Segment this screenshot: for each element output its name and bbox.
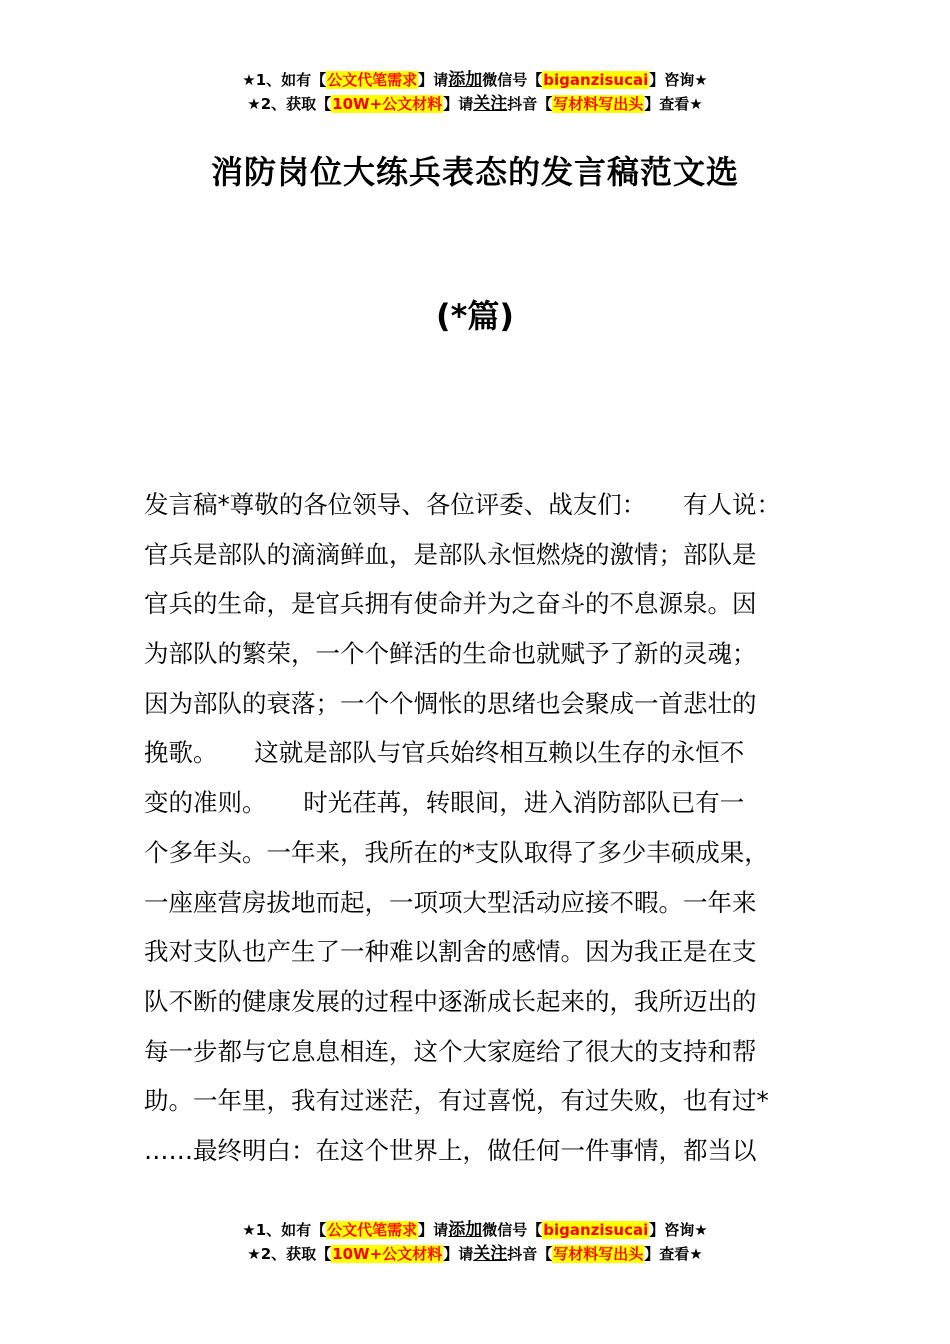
highlight-douyin: 写材料写出头 xyxy=(553,95,644,113)
banner-emphasis: 关注 xyxy=(473,1244,508,1264)
body-line: ……最终明白：在这个世界上，做任何一件事情，都当以 xyxy=(144,1135,757,1165)
highlight-materials: 10W+公文材料 xyxy=(332,1245,443,1263)
banner-text: ★1、如有【 xyxy=(242,71,327,89)
body-line: 每一步都与它息息相连，这个大家庭给了很大的支持和帮 xyxy=(144,1036,757,1066)
banner-text: 】请 xyxy=(418,1221,449,1239)
banner-text: 微信号【 xyxy=(482,1221,543,1239)
body-line: 个多年头。一年来，我所在的*支队取得了多少丰硕成果， xyxy=(144,837,769,867)
highlight-wechat-id: biganzisucai xyxy=(543,1221,649,1239)
body-line: 我对支队也产生了一种难以割舍的感情。因为我正是在支 xyxy=(144,937,757,967)
banner-text: ★2、获取【 xyxy=(247,95,332,113)
banner-text: ★1、如有【 xyxy=(242,1221,327,1239)
body-line: 官兵的生命，是官兵拥有使命并为之奋斗的不息源泉。因 xyxy=(144,589,757,619)
highlight-service: 公文代笔需求 xyxy=(327,71,418,89)
highlight-wechat-id: biganzisucai xyxy=(543,71,649,89)
body-line: 一座座营房拔地而起，一项项大型活动应接不暇。一年来 xyxy=(144,887,757,917)
body-line: 队不断的健康发展的过程中逐渐成长起来的，我所迈出的 xyxy=(144,986,757,1016)
banner-line-2 xyxy=(0,1242,950,1266)
body-line: 变的准则。 时光荏苒，转眼间，进入消防部队已有一 xyxy=(144,788,745,818)
header-banner xyxy=(0,68,950,116)
banner-text: 】请 xyxy=(443,95,474,113)
banner-text: ★2、获取【 xyxy=(247,1245,332,1263)
body-line: 为部队的繁荣，一个个鲜活的生命也就赋予了新的灵魂； xyxy=(144,639,757,669)
banner-text: 微信号【 xyxy=(482,71,543,89)
highlight-douyin: 写材料写出头 xyxy=(553,1245,644,1263)
banner-text: 抖音【 xyxy=(507,1245,553,1263)
banner-emphasis: 添加 xyxy=(448,1220,483,1240)
body-line: 挽歌。 这就是部队与官兵始终相互赖以生存的永恒不 xyxy=(144,738,745,768)
document-title: 消防岗位大练兵表态的发言稿范文选 xyxy=(210,153,739,191)
banner-text: 】查看★ xyxy=(644,95,703,113)
body-line: 因为部队的衰落；一个个惆怅的思绪也会聚成一首悲壮的 xyxy=(144,688,757,718)
banner-text: 】请 xyxy=(443,1245,474,1263)
body-line: 发言稿*尊敬的各位领导、各位评委、战友们： 有人说： xyxy=(144,490,781,519)
document-body xyxy=(144,480,814,1176)
banner-line-1 xyxy=(0,68,950,92)
body-line: 助。一年里，我有过迷茫，有过喜悦，有过失败，也有过* xyxy=(144,1086,769,1116)
banner-text: 】查看★ xyxy=(644,1245,703,1263)
highlight-service: 公文代笔需求 xyxy=(327,1221,418,1239)
banner-text: 】请 xyxy=(418,71,449,89)
document-subtitle: (*篇) xyxy=(436,297,514,335)
banner-line-2 xyxy=(0,92,950,116)
banner-emphasis: 关注 xyxy=(473,94,508,114)
banner-emphasis: 添加 xyxy=(448,70,483,90)
banner-line-1 xyxy=(0,1218,950,1242)
footer-banner xyxy=(0,1218,950,1266)
banner-text: 】咨询★ xyxy=(649,71,708,89)
banner-text: 抖音【 xyxy=(507,95,553,113)
highlight-materials: 10W+公文材料 xyxy=(332,95,443,113)
body-line: 官兵是部队的滴滴鲜血，是部队永恒燃烧的激情；部队是 xyxy=(144,539,757,569)
banner-text: 】咨询★ xyxy=(649,1221,708,1239)
